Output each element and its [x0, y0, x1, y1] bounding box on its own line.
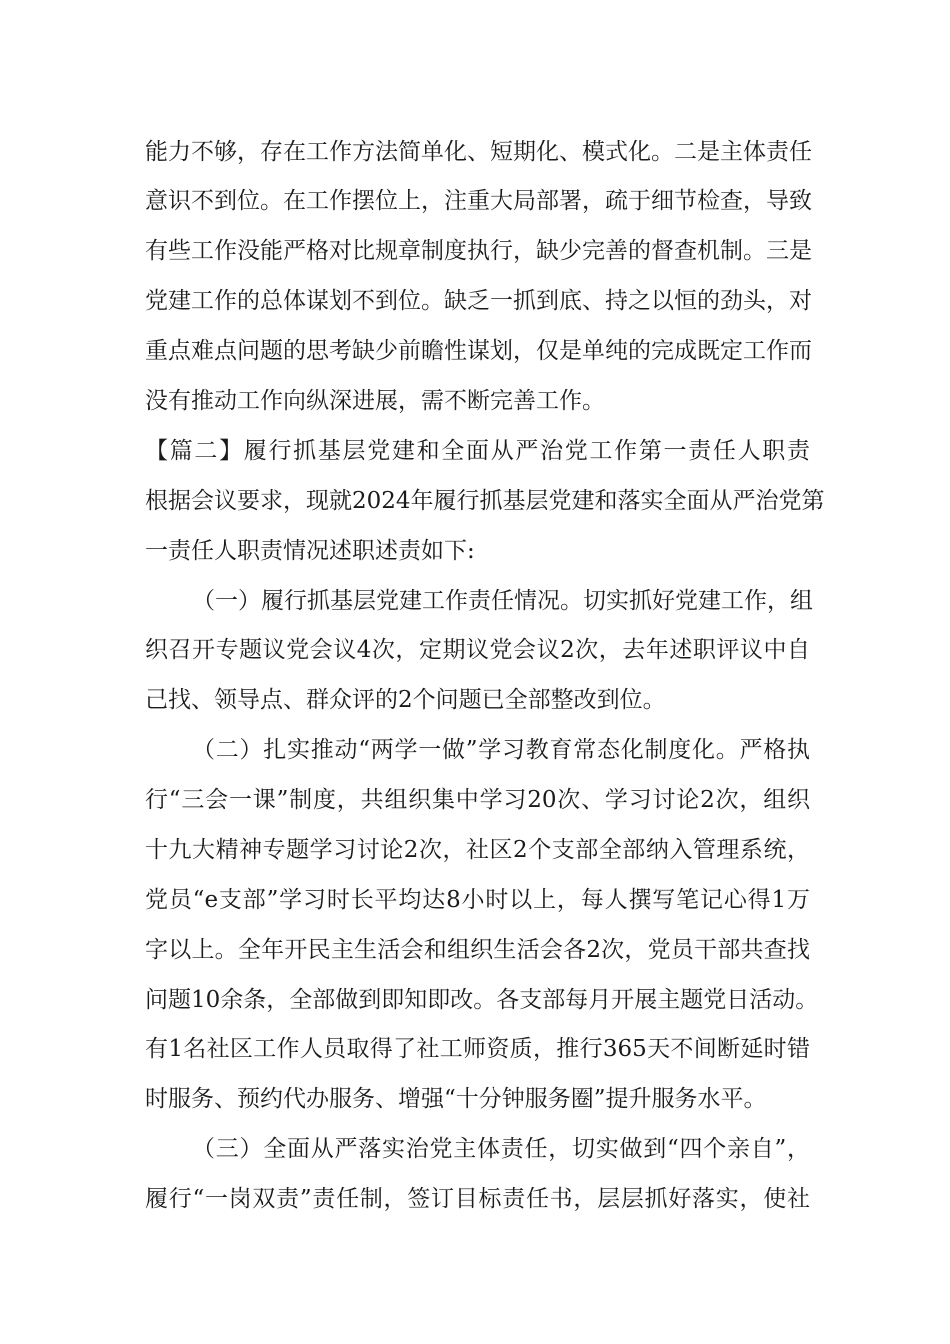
paragraph-line: 没有推动工作向纵深进展，需不断完善工作。 [145, 388, 605, 414]
paragraph-line: （三）全面从严落实治党主体责任，切实做到“四个亲自”， [192, 1136, 810, 1162]
paragraph-line: （二）扎实推动“两学一做”学习教育常态化制度化。严格执 [192, 737, 810, 763]
section-heading: 【篇二】履行抓基层党建和全面从严治党工作第一责任人职责 [145, 438, 810, 464]
paragraph-line: 十九大精神专题学习讨论2次，社区2个支部全部纳入管理系统， [145, 837, 810, 863]
paragraph-line: 意识不到位。在工作摆位上，注重大局部署，疏于细节检查，导致 [145, 188, 812, 214]
paragraph-line: 时服务、预约代办服务、增强“十分钟服务圈”提升服务水平。 [145, 1086, 767, 1112]
paragraph-line: 党员“e支部”学习时长平均达8小时以上，每人撰写笔记心得1万 [145, 887, 810, 913]
paragraph-line: 行“三会一课”制度，共组织集中学习20次、学习讨论2次，组织 [145, 787, 810, 813]
paragraph-line: 织召开专题议党会议4次，定期议党会议2次，去年述职评议中自 [145, 637, 810, 663]
paragraph-line: 根据会议要求，现就2024年履行抓基层党建和落实全面从严治党第 [145, 488, 825, 514]
paragraph-line: （一）履行抓基层党建工作责任情况。切实抓好党建工作，组 [192, 588, 813, 614]
paragraph-line: 能力不够，存在工作方法简单化、短期化、模式化。二是主体责任 [145, 139, 812, 165]
paragraph-line: 党建工作的总体谋划不到位。缺乏一抓到底、持之以恒的劲头，对 [145, 288, 812, 314]
paragraph-line: 有些工作没能严格对比规章制度执行，缺少完善的督查机制。三是 [145, 238, 812, 264]
paragraph-line: 重点难点问题的思考缺少前瞻性谋划，仅是单纯的完成既定工作而 [145, 338, 812, 364]
paragraph-line: 有1名社区工作人员取得了社工师资质，推行365天不间断延时错 [145, 1036, 810, 1062]
paragraph-line: 一责任人职责情况述职述责如下: [145, 538, 475, 564]
paragraph-line: 问题10余条，全部做到即知即改。各支部每月开展主题党日活动。 [145, 987, 819, 1013]
paragraph-line: 己找、领导点、群众评的2个问题已全部整改到位。 [145, 687, 666, 713]
paragraph-line: 履行“一岗双责”责任制，签订目标责任书，层层抓好落实，使社 [145, 1186, 810, 1212]
paragraph-line: 字以上。全年开民主生活会和组织生活会各2次，党员干部共查找 [145, 937, 810, 963]
